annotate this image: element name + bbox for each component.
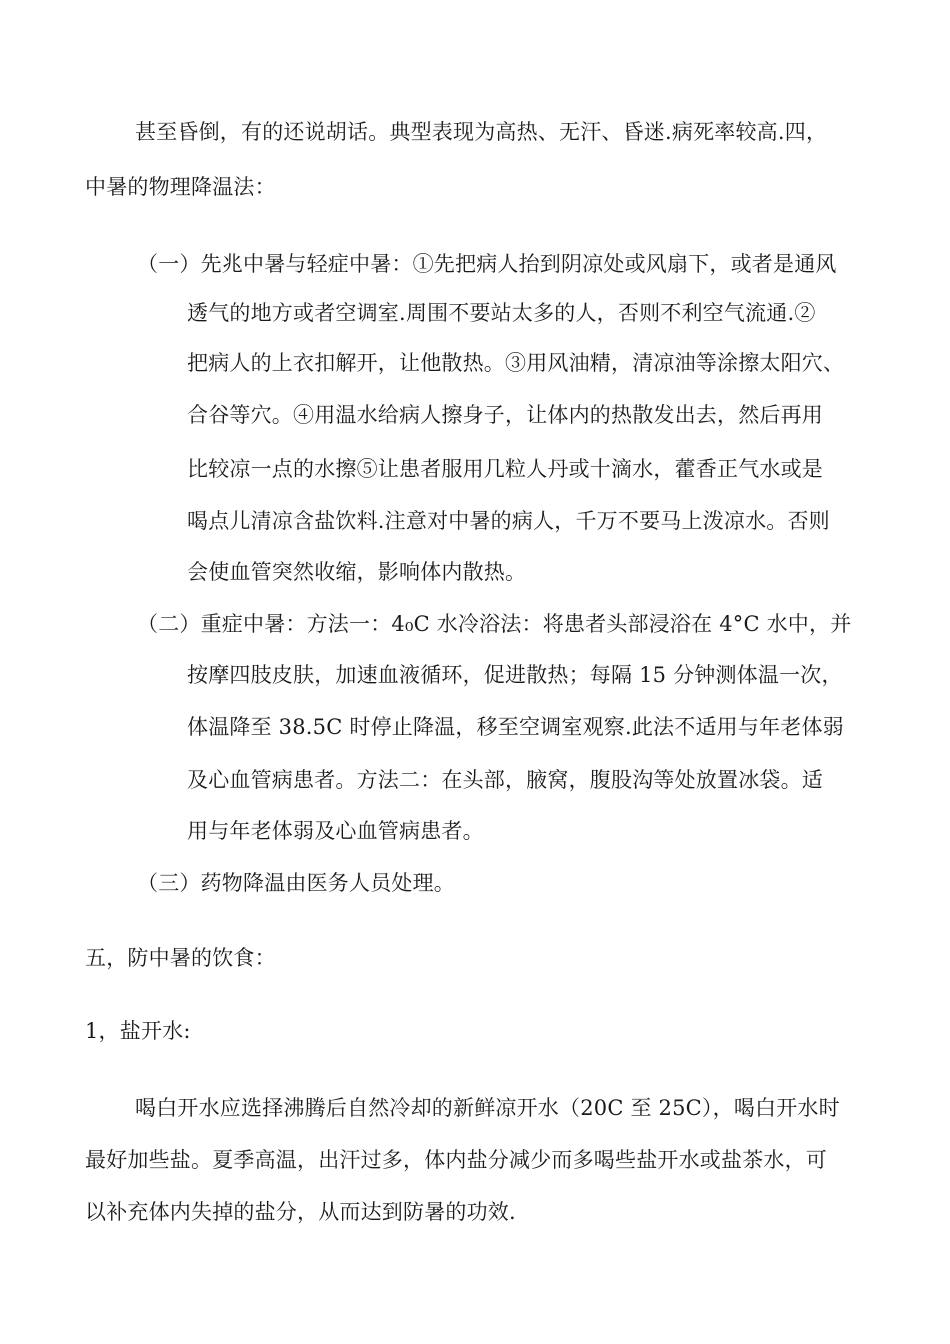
text-line: 以补充体内失掉的盐分，从而达到防暑的功效. xyxy=(85,1200,516,1224)
text-line: 喝白开水应选择沸腾后自然冷却的新鲜凉开水（20C 至 25C），喝白开水时 xyxy=(135,1096,840,1120)
section-heading-heatstroke-diet: 五，防中暑的饮食： xyxy=(85,946,276,970)
text-line: 甚至昏倒，有的还说胡话。典型表现为高热、无汗、昏迷.病死率较高.四， xyxy=(135,120,828,144)
text-line: （二）重症中暑：方法一：4₀C 水冷浴法：将患者头部浸浴在 4°C 水中，并 xyxy=(137,612,852,636)
text-line: 透气的地方或者空调室.周围不要站太多的人，否则不利空气流通.② xyxy=(187,301,816,325)
text-line: 喝点儿清凉含盐饮料.注意对中暑的病人，千万不要马上泼凉水。否则 xyxy=(187,509,830,533)
subheading-salt-water: 1，盐开水: xyxy=(85,1019,191,1043)
text-line: 比较凉一点的水擦⑤让患者服用几粒人丹或十滴水，藿香正气水或是 xyxy=(187,457,823,481)
text-line: 体温降至 38.5C 时停止降温，移至空调室观察.此法不适用与年老体弱 xyxy=(187,715,844,739)
text-line: （三）药物降温由医务人员处理。 xyxy=(137,871,455,895)
text-line: （一）先兆中暑与轻症中暑：①先把病人抬到阴凉处或风扇下，或者是通风 xyxy=(137,252,837,276)
text-line: 合谷等穴。④用温水给病人擦身子，让体内的热散发出去，然后再用 xyxy=(187,403,823,427)
text-line: 最好加些盐。夏季高温，出汗过多，体内盐分减少而多喝些盐开水或盐茶水，可 xyxy=(85,1148,827,1172)
text-line: 会使血管突然收缩，影响体内散热。 xyxy=(187,560,527,584)
text-line: 及心血管病患者。方法二：在头部，腋窝，腹股沟等处放置冰袋。适 xyxy=(187,768,823,792)
text-line: 把病人的上衣扣解开，让他散热。③用风油精，清凉油等涂擦太阳穴、 xyxy=(187,351,845,375)
text-line: 按摩四肢皮肤，加速血液循环，促进散热；每隔 15 分钟测体温一次， xyxy=(187,663,843,687)
text-line: 中暑的物理降温法： xyxy=(85,175,276,199)
text-line: 用与年老体弱及心血管病患者。 xyxy=(187,819,484,843)
